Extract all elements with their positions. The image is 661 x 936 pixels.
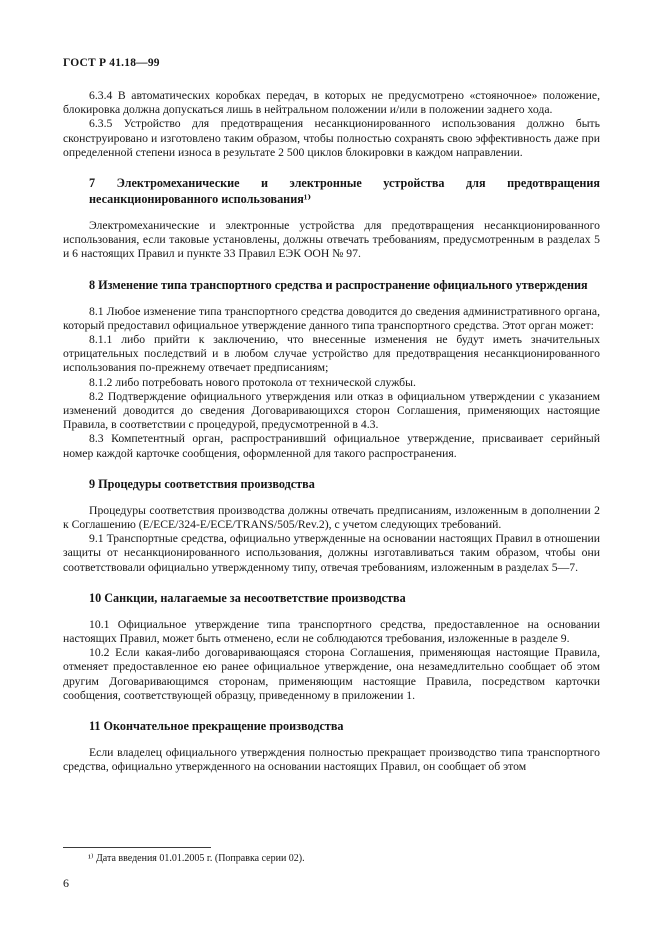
- section-11-heading: 11 Окончательное прекращение производства: [89, 719, 344, 734]
- paragraph-8-1-2: 8.1.2 либо потребовать нового протокола от технической службы.: [89, 375, 416, 389]
- footnote-text: ¹⁾ Дата введения 01.01.2005 г. (Поправка серии 02).: [88, 853, 305, 864]
- paragraph-8-3: 8.3 Компетентный орган, распространивший официальное утверждение, присваивает серийный номер каждой карточке сообщения, оформленной для такого распространения.: [63, 432, 600, 460]
- section-9-paragraph: Процедуры соответствия производства должны отвечать предписаниям, изложенным в дополнении 2 к Соглашению (E/ECE/324-E/ECE/TRANS/505/Rev.2), с учетом следующих требований.: [63, 503, 600, 532]
- doc-header: [63, 57, 160, 69]
- gost-standard-number: ГОСТ Р 41.18—99: [63, 57, 160, 69]
- document-body: [63, 89, 600, 775]
- section-11-paragraph: Если владелец официального утверждения полностью прекращает производство типа транспортного средства, официально утвержденного на основании настоящих Правил, он сообщает об этом: [63, 746, 600, 774]
- footnote-divider-line: [63, 847, 211, 848]
- section-7-paragraph: Электромеханические и электронные устройства для предотвращения несанкционированного использования, если таковые установлены, должны отвечать требованиям, предусмотренным в разделах 5 и 6 настоящих Правил и пункте 33 Правил ЕЭК ООН № 97.: [63, 219, 600, 261]
- paragraph-10-2: 10.2 Если какая-либо договаривающаяся сторона Соглашения, применяющая настоящие Правила, отменяет предоставленное ею ранее официальное утверждение, она незамедлительно сообщает об этом другим Договаривающимся сторонам, применяющим настоящие Правила, посредством карточки сообщения, соответствующей образцу, приведенному в приложении 1.: [63, 646, 600, 702]
- paragraph-10-1: 10.1 Официальное утверждение типа транспортного средства, предоставленное на основании настоящих Правил, может быть отменено, если не соблюдаются требования, изложенные в разделе 9.: [63, 617, 600, 646]
- paragraph-8-1: 8.1 Любое изменение типа транспортного средства доводится до сведения административного органа, который предоставил официальное утверждение данного типа транспортного средства. Этот орган может:: [63, 304, 600, 332]
- section-10-heading: 10 Санкции, налагаемые за несоответствие производства: [89, 590, 406, 605]
- section-7-heading: 7 Электромеханические и электронные устройства для предотвращения несанкционированного использования¹⁾: [89, 176, 600, 207]
- page-number: 6: [63, 876, 69, 890]
- section-9-heading: 9 Процедуры соответствия производства: [89, 476, 315, 491]
- paragraph-6-3-5: 6.3.5 Устройство для предотвращения несанкционированного использования должно быть сконструировано и изготовлено таким образом, чтобы полностью сохранять свою эффективность даже при определенной степени износа в результате 2 500 циклов блокировки в каждом направлении.: [63, 117, 600, 159]
- paragraph-8-2: 8.2 Подтверждение официального утверждения или отказ в официальном утверждении с указанием изменений доводится до сведения Договаривающихся сторон Соглашения, применяющих настоящие Правила, в соответствии с процедурой, предусмотренной в 4.3.: [63, 389, 600, 432]
- paragraph-9-1: 9.1 Транспортные средства, официально утвержденные на основании настоящих Правил в отношении защиты от несанкционированного использования, должны изготавливаться таким образом, чтобы они соответствовали официально утвержденному типу, отвечая требованиям, изложенным в разделах 5—7.: [63, 532, 600, 574]
- footnote-area: [63, 847, 600, 865]
- paragraph-8-1-1: 8.1.1 либо прийти к заключению, что внесенные изменения не будут иметь значительных отрицательных последствий и в любом случае устройство для предотвращения несанкционированного использования по-прежнему отвечает предписаниям;: [63, 333, 600, 375]
- section-8-heading: 8 Изменение типа транспортного средства и распространение официального утверждения: [89, 277, 588, 292]
- paragraph-6-3-4: 6.3.4 В автоматических коробках передач, в которых не предусмотрено «стояночное» положение, блокировка должна допускаться лишь в нейтральном положении и/или в положении заднего хода.: [63, 89, 600, 117]
